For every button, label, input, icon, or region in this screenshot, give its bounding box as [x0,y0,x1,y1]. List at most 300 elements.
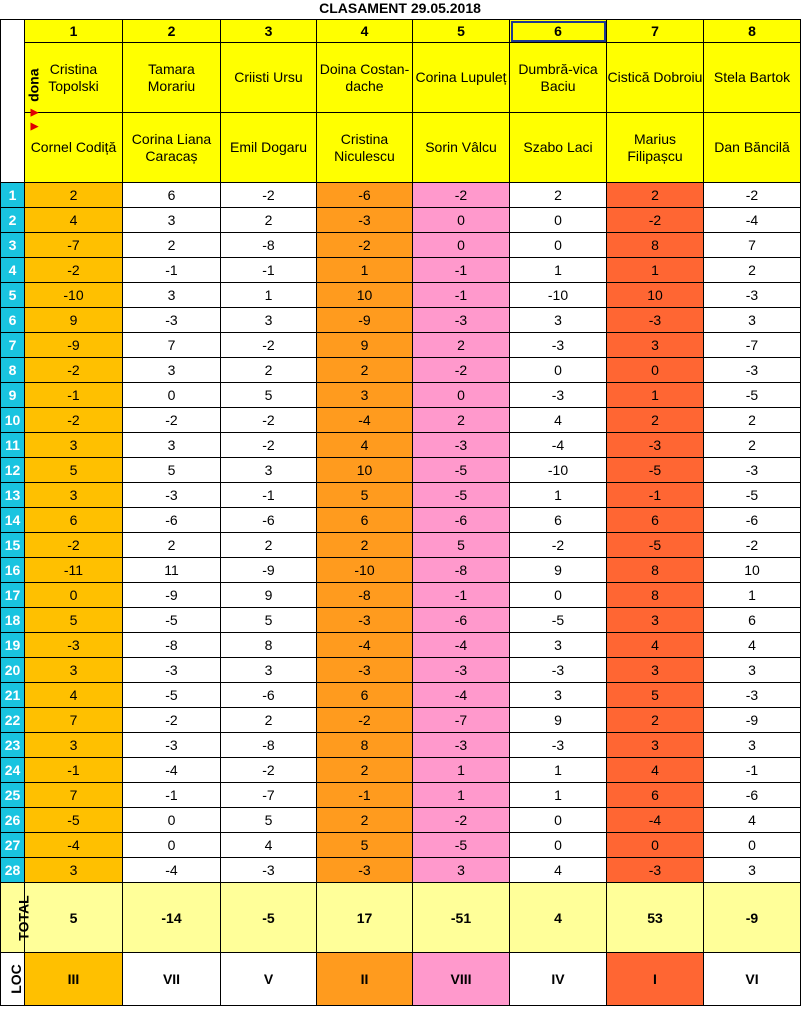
score-cell[interactable]: -3 [510,658,607,683]
score-cell[interactable]: 9 [221,583,317,608]
score-cell[interactable]: 3 [25,433,123,458]
score-cell[interactable]: -3 [704,358,801,383]
score-cell[interactable]: -3 [510,733,607,758]
score-cell[interactable]: -5 [510,608,607,633]
board-number[interactable]: 25 [1,783,25,808]
team-number[interactable]: 1 [25,20,123,43]
score-cell[interactable]: -2 [221,758,317,783]
score-cell[interactable]: -2 [704,533,801,558]
score-cell[interactable]: 3 [221,458,317,483]
score-cell[interactable]: 2 [510,183,607,208]
score-cell[interactable]: 4 [704,633,801,658]
team-number[interactable]: 7 [607,20,704,43]
score-cell[interactable]: 2 [123,233,221,258]
score-cell[interactable]: 0 [510,583,607,608]
score-cell[interactable]: 5 [317,833,413,858]
score-cell[interactable]: 2 [123,533,221,558]
score-cell[interactable]: -3 [704,458,801,483]
rank-value[interactable]: III [25,953,123,1006]
score-cell[interactable]: -5 [704,483,801,508]
score-cell[interactable]: 3 [123,358,221,383]
score-cell[interactable]: -5 [123,683,221,708]
total-value[interactable]: 17 [317,883,413,953]
score-cell[interactable]: 7 [25,783,123,808]
score-cell[interactable]: -1 [123,258,221,283]
score-cell[interactable]: 2 [25,183,123,208]
score-cell[interactable]: 9 [510,708,607,733]
score-cell[interactable]: 5 [221,383,317,408]
score-cell[interactable]: -2 [221,183,317,208]
team-number[interactable]: 6 [510,20,607,43]
board-row [1,733,801,758]
board-number[interactable]: 2 [1,208,25,233]
score-cell[interactable]: -8 [123,633,221,658]
score-cell[interactable]: 0 [510,808,607,833]
board-number[interactable]: 9 [1,383,25,408]
score-cell[interactable]: -2 [123,708,221,733]
score-cell[interactable]: 5 [221,608,317,633]
score-cell[interactable]: -7 [221,783,317,808]
score-cell[interactable]: 2 [607,408,704,433]
score-cell[interactable]: 2 [413,333,510,358]
score-cell[interactable]: 8 [607,583,704,608]
score-cell[interactable]: -2 [413,808,510,833]
score-cell[interactable]: -11 [25,558,123,583]
score-cell[interactable]: 3 [510,683,607,708]
score-cell[interactable]: -7 [413,708,510,733]
score-cell[interactable]: -6 [704,508,801,533]
player1-name[interactable]: Cristina Topolski [25,43,123,113]
score-cell[interactable]: 1 [510,783,607,808]
score-cell[interactable]: -4 [510,433,607,458]
score-cell[interactable]: -3 [221,858,317,883]
total-label: TOTAL [15,894,32,941]
score-cell[interactable]: 0 [510,358,607,383]
score-cell[interactable]: 2 [704,258,801,283]
score-cell[interactable]: -5 [123,608,221,633]
player2-name[interactable]: Corina Liana Caracaș [123,113,221,183]
score-cell[interactable]: -8 [413,558,510,583]
score-cell[interactable]: -4 [25,833,123,858]
score-cell[interactable]: -4 [607,808,704,833]
score-cell[interactable]: -5 [607,533,704,558]
board-number[interactable]: 15 [1,533,25,558]
player1-name[interactable]: Corina Lupuleț [413,43,510,113]
board-row [1,233,801,258]
score-cell[interactable]: 6 [607,508,704,533]
board-number[interactable]: 10 [1,408,25,433]
score-cell[interactable]: -6 [317,183,413,208]
score-cell[interactable]: 6 [607,783,704,808]
score-cell[interactable]: 3 [25,858,123,883]
player1-name[interactable]: Tamara Morariu [123,43,221,113]
score-cell[interactable]: 5 [607,683,704,708]
score-cell[interactable]: 0 [510,833,607,858]
score-cell[interactable]: -2 [25,533,123,558]
rank-value[interactable]: VIII [413,953,510,1006]
score-cell[interactable]: -2 [510,533,607,558]
score-cell[interactable]: 4 [510,858,607,883]
board-row [1,633,801,658]
board-row [1,858,801,883]
score-cell[interactable]: -4 [413,633,510,658]
score-cell[interactable]: 0 [607,358,704,383]
total-value[interactable]: 4 [510,883,607,953]
score-cell[interactable]: -9 [123,583,221,608]
player2-name[interactable]: Cristina Niculescu [317,113,413,183]
score-cell[interactable]: 2 [607,708,704,733]
score-cell[interactable]: 9 [317,333,413,358]
score-cell[interactable]: 10 [317,283,413,308]
player2-name[interactable]: Sorin Vâlcu [413,113,510,183]
player1-name[interactable]: Stela Bartok [704,43,801,113]
score-cell[interactable]: 3 [413,858,510,883]
score-cell[interactable]: 0 [25,583,123,608]
score-cell[interactable]: 5 [25,608,123,633]
score-cell[interactable]: 4 [510,408,607,433]
score-cell[interactable]: 9 [510,558,607,583]
score-cell[interactable]: -2 [123,408,221,433]
score-cell[interactable]: -5 [25,808,123,833]
score-cell[interactable]: 10 [607,283,704,308]
score-cell[interactable]: 10 [317,458,413,483]
score-cell[interactable]: 2 [317,358,413,383]
score-cell[interactable]: -3 [607,308,704,333]
score-cell[interactable]: -3 [317,608,413,633]
score-cell[interactable]: 2 [607,183,704,208]
score-cell[interactable]: 3 [25,733,123,758]
score-cell[interactable]: 0 [413,383,510,408]
score-cell[interactable]: -10 [317,558,413,583]
board-number[interactable]: 17 [1,583,25,608]
score-cell[interactable]: 4 [607,633,704,658]
score-cell[interactable]: 6 [25,508,123,533]
score-cell[interactable]: -1 [25,383,123,408]
score-cell[interactable]: 2 [317,533,413,558]
board-number[interactable]: 21 [1,683,25,708]
score-cell[interactable]: -2 [317,708,413,733]
board-number[interactable]: 6 [1,308,25,333]
score-cell[interactable]: 1 [704,583,801,608]
score-cell[interactable]: 1 [510,758,607,783]
score-cell[interactable]: -3 [704,283,801,308]
team-number[interactable]: 2 [123,20,221,43]
player1-name[interactable]: Doina Costan-dache [317,43,413,113]
score-cell[interactable]: 1 [510,258,607,283]
score-cell[interactable]: -9 [25,333,123,358]
score-cell[interactable]: -2 [607,208,704,233]
score-cell[interactable]: -3 [123,308,221,333]
score-cell[interactable]: 0 [413,233,510,258]
score-cell[interactable]: 0 [704,833,801,858]
score-cell[interactable]: -3 [123,733,221,758]
score-cell[interactable]: 2 [221,533,317,558]
score-cell[interactable]: 2 [221,208,317,233]
board-row [1,208,801,233]
score-cell[interactable]: 1 [607,383,704,408]
score-cell[interactable]: 11 [123,558,221,583]
player2-name[interactable]: Cornel Codiță [25,113,123,183]
total-value[interactable]: -9 [704,883,801,953]
score-cell[interactable]: 6 [123,183,221,208]
score-cell[interactable]: 4 [317,433,413,458]
score-cell[interactable]: -9 [704,708,801,733]
score-cell[interactable]: 3 [607,333,704,358]
score-cell[interactable]: 5 [25,458,123,483]
score-cell[interactable]: -2 [413,358,510,383]
score-cell[interactable]: -6 [221,508,317,533]
team-number[interactable]: 8 [704,20,801,43]
score-cell[interactable]: -4 [413,683,510,708]
score-cell[interactable]: -3 [510,383,607,408]
score-cell[interactable]: -3 [25,633,123,658]
score-cell[interactable]: -3 [123,658,221,683]
score-cell[interactable]: -5 [607,458,704,483]
board-number[interactable]: 3 [1,233,25,258]
score-cell[interactable]: -2 [25,358,123,383]
score-cell[interactable]: -1 [317,783,413,808]
rank-value[interactable]: VI [704,953,801,1006]
board-row [1,308,801,333]
score-cell[interactable]: -3 [317,858,413,883]
score-cell[interactable]: 2 [704,408,801,433]
score-cell[interactable]: 3 [25,658,123,683]
score-cell[interactable]: 7 [704,233,801,258]
score-cell[interactable]: 9 [25,308,123,333]
board-number[interactable]: 12 [1,458,25,483]
player2-name[interactable]: Emil Dogaru [221,113,317,183]
score-cell[interactable]: -9 [221,558,317,583]
score-cell[interactable]: 3 [704,733,801,758]
score-cell[interactable]: 2 [317,758,413,783]
player2-name[interactable]: Dan Băncilă [704,113,801,183]
board-number[interactable]: 18 [1,608,25,633]
rank-value[interactable]: II [317,953,413,1006]
player2-name[interactable]: Marius Filipașcu [607,113,704,183]
score-cell[interactable]: -6 [704,783,801,808]
team-number[interactable]: 5 [413,20,510,43]
score-cell[interactable]: -4 [123,858,221,883]
board-number[interactable]: 27 [1,833,25,858]
total-value[interactable]: -5 [221,883,317,953]
score-cell[interactable]: -6 [123,508,221,533]
score-cell[interactable]: 1 [317,258,413,283]
score-cell[interactable]: -1 [221,258,317,283]
rank-value[interactable]: V [221,953,317,1006]
score-cell[interactable]: -3 [413,308,510,333]
score-cell[interactable]: 3 [221,308,317,333]
score-cell[interactable]: 3 [25,483,123,508]
player1-name[interactable]: Dumbră-vica Baciu [510,43,607,113]
board-number[interactable]: 23 [1,733,25,758]
score-cell[interactable]: -3 [413,733,510,758]
total-value[interactable]: 53 [607,883,704,953]
score-cell[interactable]: 4 [221,833,317,858]
score-cell[interactable]: -3 [510,333,607,358]
rank-value[interactable]: IV [510,953,607,1006]
score-cell[interactable]: -10 [510,283,607,308]
score-cell[interactable]: -1 [123,783,221,808]
score-cell[interactable]: 4 [25,683,123,708]
score-cell[interactable]: -10 [25,283,123,308]
score-cell[interactable]: -7 [25,233,123,258]
score-cell[interactable]: -5 [413,458,510,483]
score-cell[interactable]: 6 [510,508,607,533]
score-cell[interactable]: 3 [704,658,801,683]
board-number[interactable]: 13 [1,483,25,508]
score-cell[interactable]: -3 [317,658,413,683]
score-cell[interactable]: -2 [413,183,510,208]
score-cell[interactable]: -1 [221,483,317,508]
score-cell[interactable]: 5 [413,533,510,558]
score-cell[interactable]: 0 [607,833,704,858]
score-cell[interactable]: 3 [607,733,704,758]
team-number[interactable]: 3 [221,20,317,43]
score-cell[interactable]: -1 [607,483,704,508]
score-cell[interactable]: 8 [317,733,413,758]
score-cell[interactable]: 4 [25,208,123,233]
score-cell[interactable]: -7 [704,333,801,358]
score-cell[interactable]: 0 [123,833,221,858]
score-cell[interactable]: -8 [317,583,413,608]
score-cell[interactable]: -2 [704,183,801,208]
score-cell[interactable]: 0 [510,233,607,258]
score-cell[interactable]: -1 [704,758,801,783]
score-cell[interactable]: -6 [413,508,510,533]
score-cell[interactable]: -3 [317,208,413,233]
board-number[interactable]: 11 [1,433,25,458]
score-cell[interactable]: 7 [123,333,221,358]
score-cell[interactable]: 2 [221,708,317,733]
score-cell[interactable]: 4 [607,758,704,783]
score-cell[interactable]: -8 [221,733,317,758]
score-cell[interactable]: 0 [510,208,607,233]
score-cell[interactable]: 3 [123,208,221,233]
score-cell[interactable]: -2 [221,408,317,433]
score-cell[interactable]: 0 [123,383,221,408]
score-cell[interactable]: -3 [413,433,510,458]
rank-value[interactable]: VII [123,953,221,1006]
score-cell[interactable]: 3 [607,608,704,633]
board-number[interactable]: 19 [1,633,25,658]
score-cell[interactable]: -3 [704,683,801,708]
board-number[interactable]: 5 [1,283,25,308]
board-number[interactable]: 22 [1,708,25,733]
score-cell[interactable]: 3 [704,858,801,883]
score-cell[interactable]: -2 [317,233,413,258]
score-cell[interactable]: -4 [317,408,413,433]
score-cell[interactable]: -10 [510,458,607,483]
score-cell[interactable]: 8 [607,558,704,583]
score-cell[interactable]: 2 [413,408,510,433]
score-cell[interactable]: -4 [317,633,413,658]
score-cell[interactable]: 10 [704,558,801,583]
score-cell[interactable]: -3 [607,858,704,883]
board-number[interactable]: 14 [1,508,25,533]
score-cell[interactable]: -8 [221,233,317,258]
score-cell[interactable]: 3 [607,658,704,683]
total-value[interactable]: 5 [25,883,123,953]
board-number[interactable]: 26 [1,808,25,833]
score-cell[interactable]: 6 [317,683,413,708]
page-title: CLASAMENT 29.05.2018 [319,0,481,16]
score-cell[interactable]: 0 [123,808,221,833]
score-cell[interactable]: 1 [413,758,510,783]
score-cell[interactable]: -6 [413,608,510,633]
score-cell[interactable]: -3 [607,433,704,458]
player1-name[interactable]: Cistică Dobroiu [607,43,704,113]
player1-name[interactable]: Criisti Ursu [221,43,317,113]
score-cell[interactable]: -5 [704,383,801,408]
score-cell[interactable]: 1 [413,783,510,808]
score-cell[interactable]: 3 [510,633,607,658]
score-cell[interactable]: 3 [510,308,607,333]
score-cell[interactable]: -4 [704,208,801,233]
score-cell[interactable]: 5 [317,483,413,508]
score-cell[interactable]: -2 [25,258,123,283]
total-value[interactable]: -51 [413,883,510,953]
score-cell[interactable]: -6 [221,683,317,708]
score-cell[interactable]: 4 [704,808,801,833]
score-cell[interactable]: -1 [413,258,510,283]
score-cell[interactable]: 5 [221,808,317,833]
score-cell[interactable]: -9 [317,308,413,333]
score-cell[interactable]: 3 [123,283,221,308]
score-cell[interactable]: -3 [123,483,221,508]
score-cell[interactable]: -1 [25,758,123,783]
score-cell[interactable]: 6 [317,508,413,533]
team-number[interactable]: 4 [317,20,413,43]
score-cell[interactable]: -1 [413,283,510,308]
score-cell[interactable]: 5 [123,458,221,483]
board-number[interactable]: 8 [1,358,25,383]
board-number[interactable]: 16 [1,558,25,583]
board-number[interactable]: 1 [1,183,25,208]
score-cell[interactable]: 1 [221,283,317,308]
board-number[interactable]: 28 [1,858,25,883]
score-cell[interactable]: -5 [413,483,510,508]
score-cell[interactable]: -2 [221,333,317,358]
rank-value[interactable]: I [607,953,704,1006]
score-cell[interactable]: -3 [413,658,510,683]
score-cell[interactable]: 3 [123,433,221,458]
score-cell[interactable]: 2 [317,808,413,833]
board-number[interactable]: 4 [1,258,25,283]
score-cell[interactable]: 0 [413,208,510,233]
score-cell[interactable]: 3 [221,658,317,683]
board-number[interactable]: 7 [1,333,25,358]
score-cell[interactable]: 7 [25,708,123,733]
score-cell[interactable]: 1 [607,258,704,283]
score-cell[interactable]: 2 [704,433,801,458]
score-cell[interactable]: -4 [123,758,221,783]
score-cell[interactable]: -2 [221,433,317,458]
score-cell[interactable]: 8 [221,633,317,658]
score-cell[interactable]: 2 [221,358,317,383]
score-cell[interactable]: -2 [25,408,123,433]
total-value[interactable]: -14 [123,883,221,953]
board-number[interactable]: 24 [1,758,25,783]
score-cell[interactable]: -1 [413,583,510,608]
player2-name[interactable]: Szabo Laci [510,113,607,183]
score-cell[interactable]: 3 [317,383,413,408]
score-cell[interactable]: 6 [704,608,801,633]
score-cell[interactable]: 3 [704,308,801,333]
score-cell[interactable]: 8 [607,233,704,258]
score-cell[interactable]: -5 [413,833,510,858]
score-cell[interactable]: 1 [510,483,607,508]
board-number[interactable]: 20 [1,658,25,683]
